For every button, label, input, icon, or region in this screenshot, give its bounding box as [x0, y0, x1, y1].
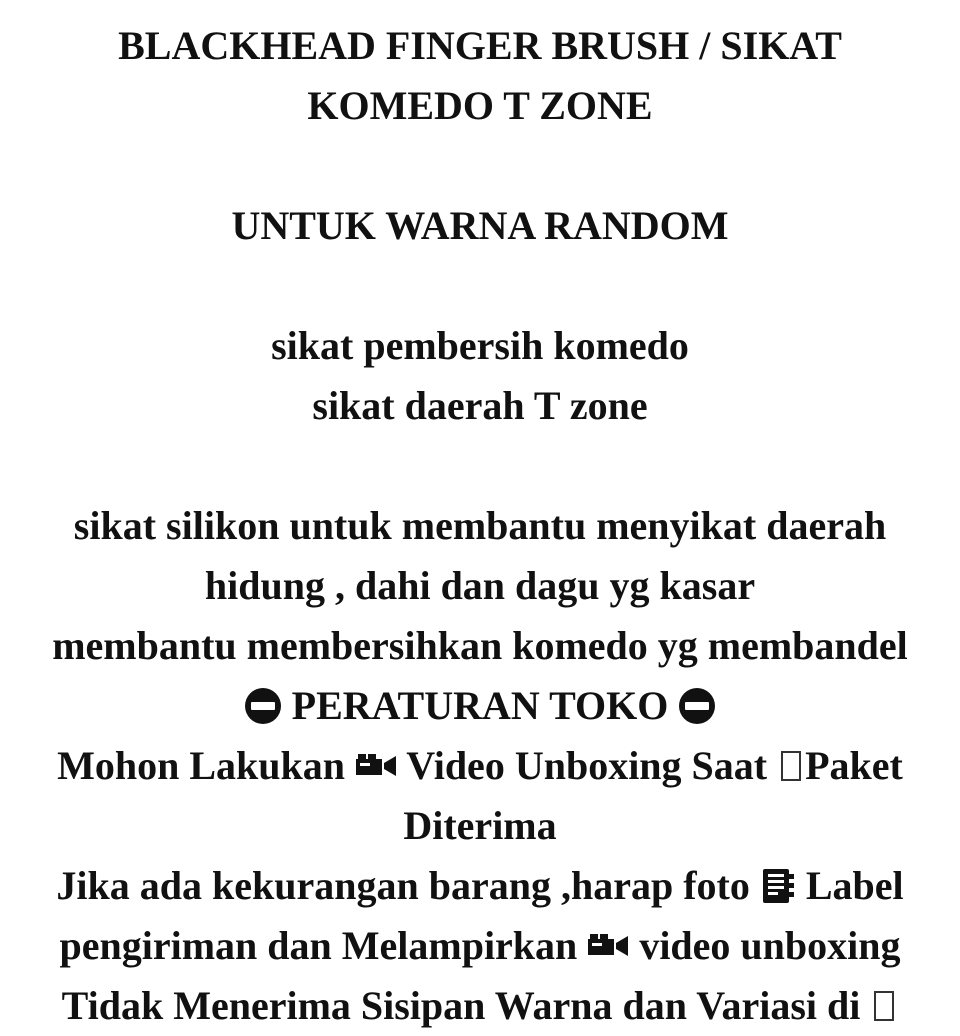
unboxing-rule-text: Mohon Lakukan: [57, 743, 346, 788]
tag-line-2: sikat daerah T zone: [312, 383, 648, 428]
missing-item-rule-text: Jika ada kekurangan barang ,harap foto: [56, 863, 750, 908]
rules-heading-text: PERATURAN TOKO: [291, 683, 669, 728]
no-entry-icon: [678, 687, 716, 725]
video-camera-icon: [355, 753, 397, 779]
unboxing-rule-line-2: Diterima: [403, 803, 557, 848]
color-note: UNTUK WARNA RANDOM: [231, 203, 729, 248]
unboxing-rule-text: Paket: [805, 743, 903, 788]
rules-heading: [30, 676, 930, 736]
description-line-1: sikat silikon untuk membantu menyikat daerah: [73, 503, 887, 548]
video-camera-icon: [587, 933, 629, 959]
missing-item-rule-text: video unboxing: [639, 923, 901, 968]
title-line-1: BLACKHEAD FINGER BRUSH / SIKAT: [118, 23, 842, 68]
spacer: [30, 436, 930, 496]
description-line-2: hidung , dahi dan dagu yg kasar: [204, 563, 756, 608]
missing-item-rule-line-2: [30, 916, 930, 976]
missing-item-rule-text: pengiriman dan Melampirkan: [59, 923, 578, 968]
title-line-2: KOMEDO T ZONE: [307, 83, 653, 128]
no-color-insert-rule-text: Tidak Menerima Sisipan Warna dan Variasi di: [61, 983, 861, 1028]
missing-item-rule-text: Label: [805, 863, 904, 908]
tag-line-1: sikat pembersih komedo: [271, 323, 689, 368]
unboxing-rule-text: Video Unboxing Saat: [406, 743, 768, 788]
description-line-3: membantu membersihkan komedo yg membandel: [52, 623, 908, 668]
unboxing-rule-line-1: [30, 736, 930, 796]
spacer: [30, 136, 930, 196]
missing-glyph-box: [781, 751, 801, 781]
missing-item-rule-line-1: [30, 856, 930, 916]
missing-glyph-box: [874, 991, 894, 1021]
no-entry-icon: [244, 687, 282, 725]
notebook-icon: [760, 868, 796, 904]
no-color-insert-rule: [30, 976, 930, 1036]
spacer: [30, 256, 930, 316]
